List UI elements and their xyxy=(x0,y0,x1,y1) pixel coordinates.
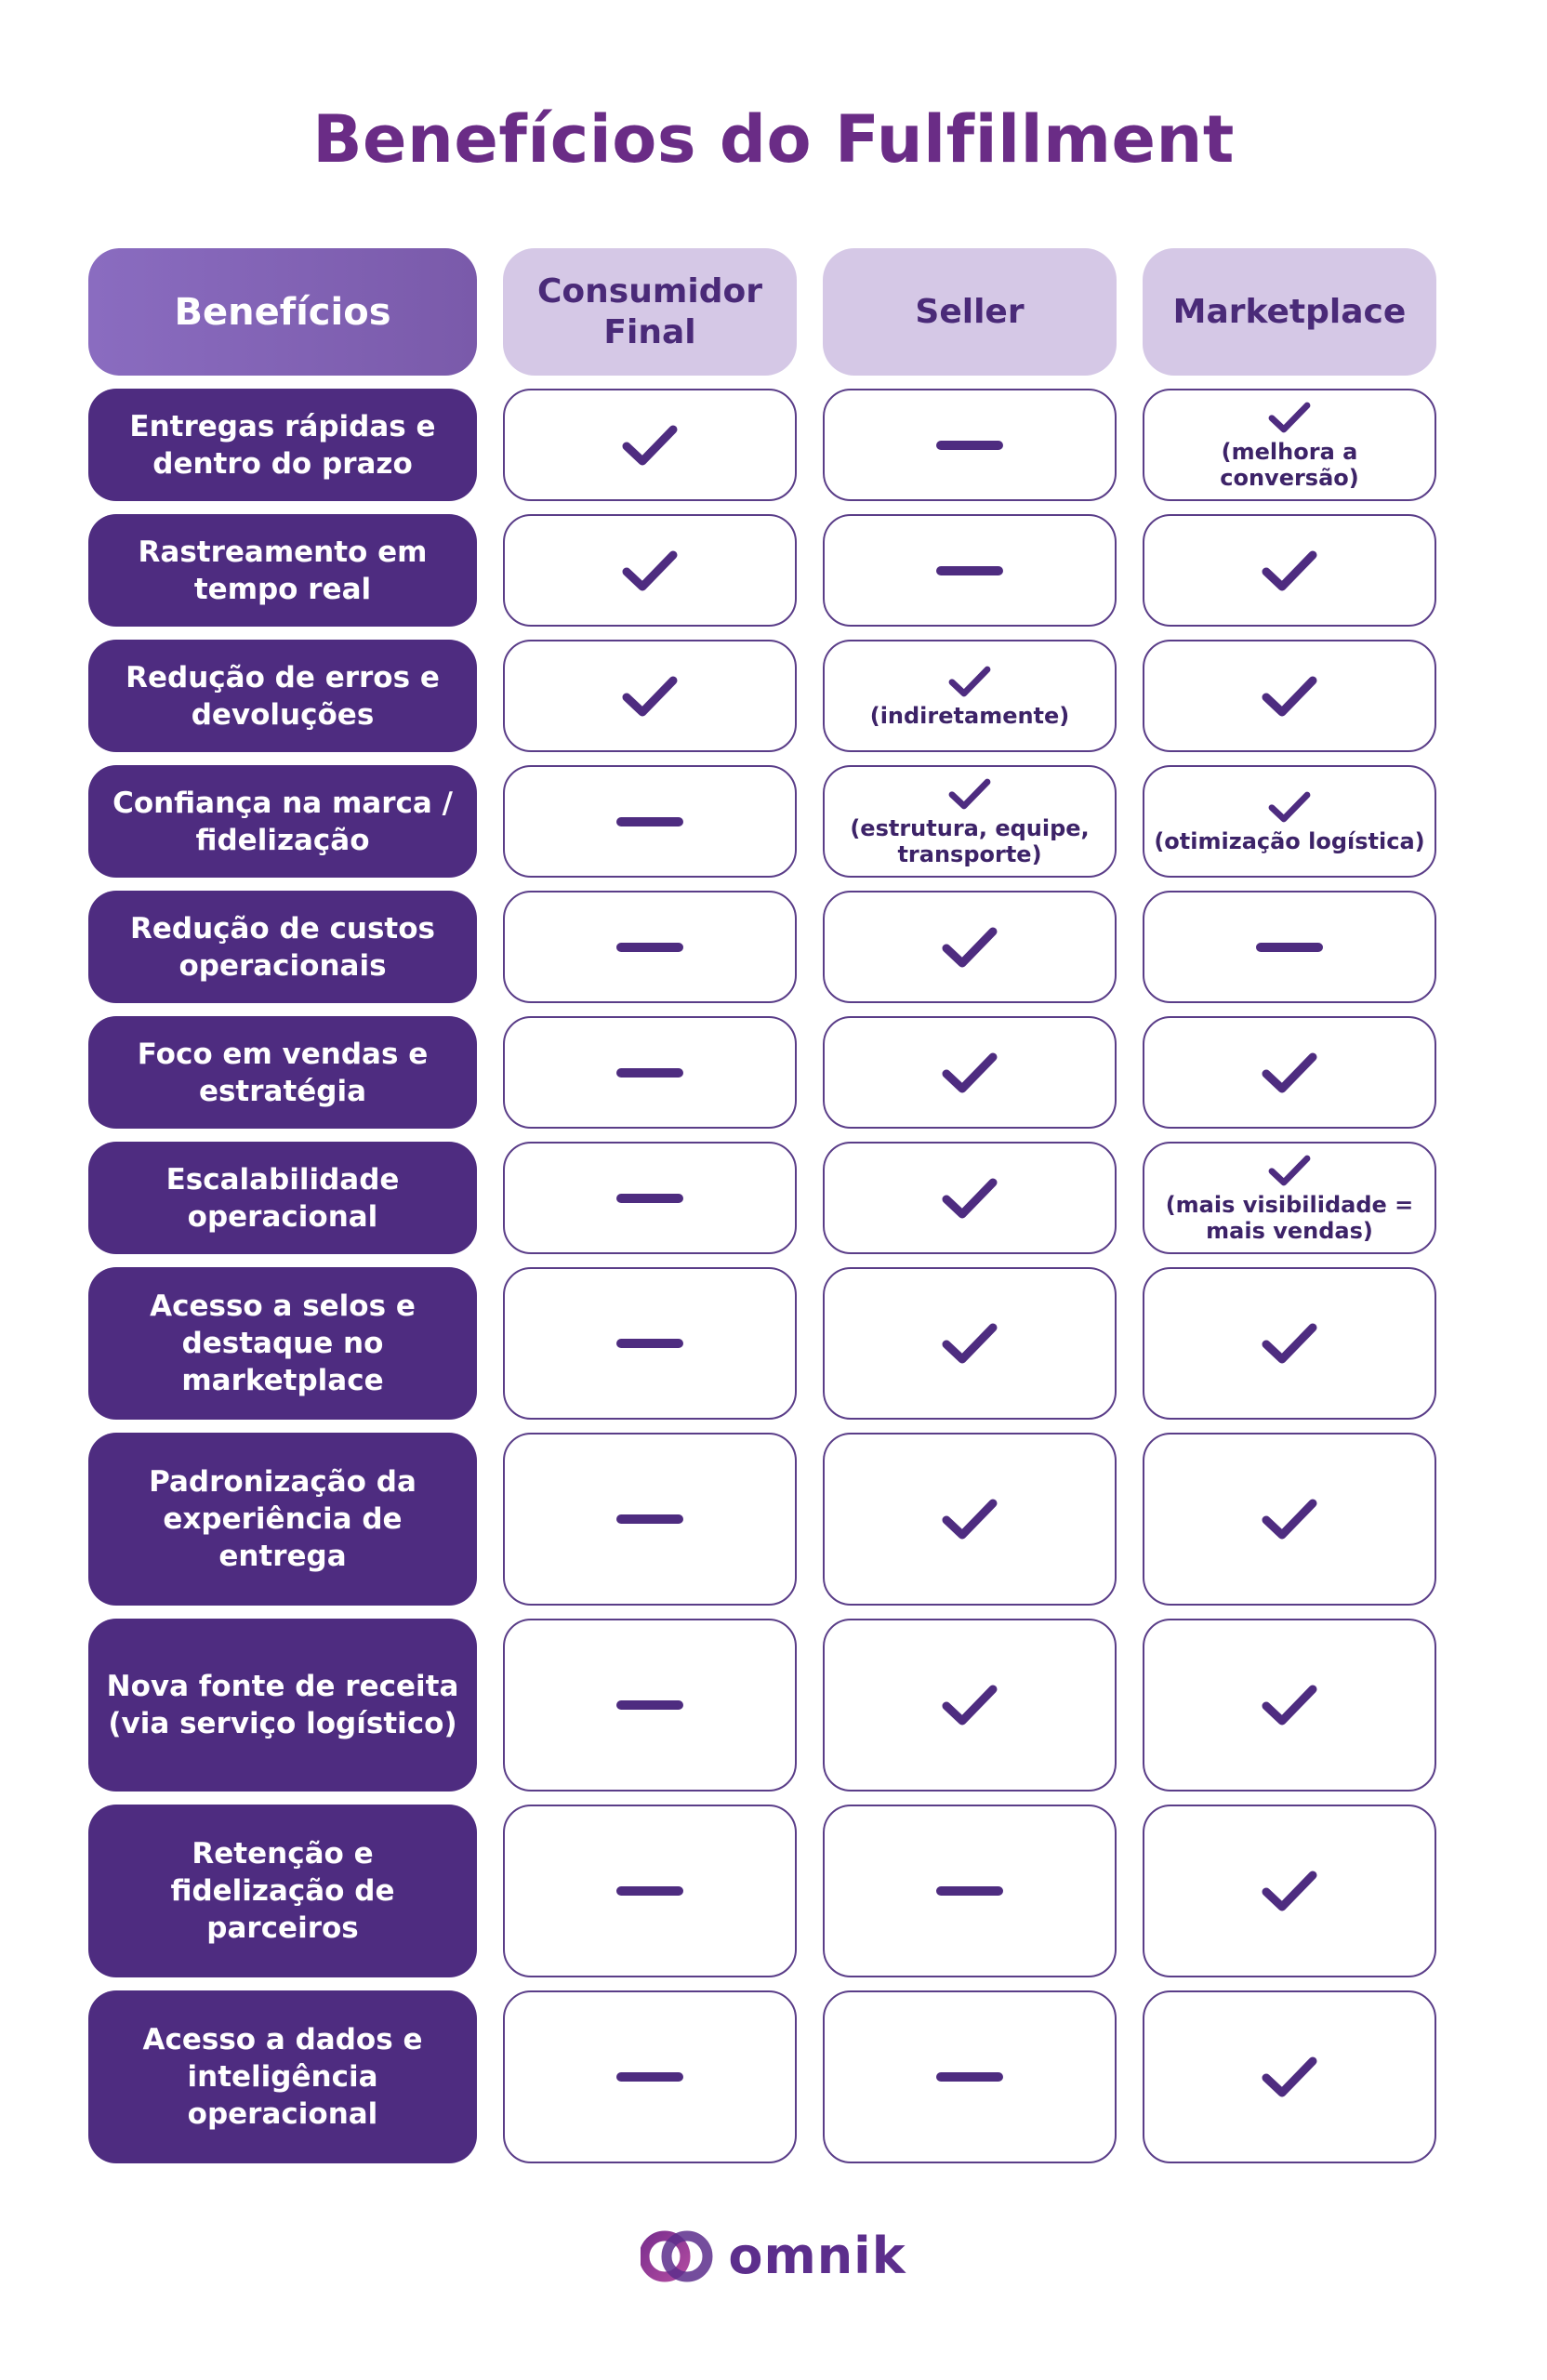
cell-consumidor-final xyxy=(503,1990,797,2163)
dash-icon xyxy=(616,815,683,828)
check-icon xyxy=(1267,1153,1312,1188)
check-icon xyxy=(941,1050,998,1096)
check-icon xyxy=(941,1175,998,1222)
table-row xyxy=(88,1990,1432,2163)
benefit-label: Entregas rápidas e dentro do prazo xyxy=(88,389,477,501)
cell-consumidor-final xyxy=(503,1433,797,1606)
check-icon xyxy=(1261,1050,1318,1096)
table-row xyxy=(88,389,1432,501)
cell-consumidor-final xyxy=(503,1142,797,1254)
cell-note: (otimização logística) xyxy=(1154,827,1425,854)
cell-marketplace xyxy=(1143,1619,1436,1792)
dash-icon xyxy=(616,1337,683,1350)
check-icon xyxy=(1267,789,1312,825)
benefit-label: Redução de erros e devoluções xyxy=(88,640,477,752)
cell-seller xyxy=(823,640,1117,752)
cell-marketplace xyxy=(1143,1142,1436,1254)
cell-consumidor-final xyxy=(503,1805,797,1977)
header-marketplace: Marketplace xyxy=(1143,248,1436,376)
table-header-row xyxy=(88,248,1432,376)
cell-seller xyxy=(823,1805,1117,1977)
cell-marketplace xyxy=(1143,1990,1436,2163)
check-icon xyxy=(1261,673,1318,720)
cell-seller xyxy=(823,1267,1117,1420)
cell-marketplace xyxy=(1143,1433,1436,1606)
benefit-label: Foco em vendas e estratégia xyxy=(88,1016,477,1129)
check-icon xyxy=(1261,1682,1318,1728)
cell-consumidor-final xyxy=(503,640,797,752)
benefit-label: Padronização da experiência de entrega xyxy=(88,1433,477,1606)
benefit-label: Nova fonte de receita (via serviço logístico) xyxy=(88,1619,477,1792)
cell-marketplace xyxy=(1143,1805,1436,1977)
check-icon xyxy=(1261,548,1318,594)
cell-marketplace xyxy=(1143,389,1436,501)
cell-seller xyxy=(823,1619,1117,1792)
dash-icon xyxy=(936,564,1003,577)
benefit-label: Acesso a selos e destaque no marketplace xyxy=(88,1267,477,1420)
cell-consumidor-final xyxy=(503,1267,797,1420)
check-icon xyxy=(1261,1496,1318,1542)
omnik-logo-text xyxy=(728,2227,906,2285)
check-icon xyxy=(621,548,679,594)
benefit-label: Escalabilidade operacional xyxy=(88,1142,477,1254)
cell-seller xyxy=(823,1433,1117,1606)
cell-note: (indiretamente) xyxy=(869,702,1070,729)
check-icon xyxy=(941,1496,998,1542)
cell-seller xyxy=(823,1990,1117,2163)
cell-marketplace xyxy=(1143,765,1436,878)
dash-icon xyxy=(616,1513,683,1526)
check-icon xyxy=(941,924,998,971)
table-row xyxy=(88,514,1432,627)
table-row xyxy=(88,1267,1432,1420)
dash-icon xyxy=(616,941,683,954)
cell-seller xyxy=(823,891,1117,1003)
omnik-logo-icon xyxy=(641,2228,715,2284)
check-icon xyxy=(621,422,679,469)
dash-icon xyxy=(1256,941,1323,954)
benefit-label: Retenção e fidelização de parceiros xyxy=(88,1805,477,1977)
benefit-label: Confiança na marca / fidelização xyxy=(88,765,477,878)
cell-consumidor-final xyxy=(503,1016,797,1129)
cell-note: (estrutura, equipe, transporte) xyxy=(850,814,1090,867)
cell-seller xyxy=(823,514,1117,627)
dash-icon xyxy=(936,439,1003,452)
dash-icon xyxy=(616,1192,683,1205)
cell-consumidor-final xyxy=(503,765,797,878)
table-body xyxy=(88,389,1432,2163)
page-title: Benefícios do Fulfillment xyxy=(312,101,1235,178)
cell-consumidor-final xyxy=(503,514,797,627)
dash-icon xyxy=(616,1699,683,1712)
cell-seller xyxy=(823,1016,1117,1129)
dash-icon xyxy=(616,1884,683,1897)
dash-icon xyxy=(936,1884,1003,1897)
check-icon xyxy=(1267,400,1312,435)
header-beneficios: Benefícios xyxy=(88,248,477,376)
table-row xyxy=(88,640,1432,752)
benefit-label: Rastreamento em tempo real xyxy=(88,514,477,627)
check-icon xyxy=(621,673,679,720)
dash-icon xyxy=(616,2070,683,2083)
benefit-label: Redução de custos operacionais xyxy=(88,891,477,1003)
cell-marketplace xyxy=(1143,1016,1436,1129)
cell-seller xyxy=(823,389,1117,501)
table-row xyxy=(88,1016,1432,1129)
cell-seller xyxy=(823,765,1117,878)
cell-note: (melhora a conversão) xyxy=(1220,438,1359,491)
check-icon xyxy=(1261,2054,1318,2100)
omnik-logo-wordmark: omnik xyxy=(728,2227,906,2285)
cell-consumidor-final xyxy=(503,891,797,1003)
cell-seller xyxy=(823,1142,1117,1254)
cell-consumidor-final xyxy=(503,1619,797,1792)
check-icon xyxy=(1261,1868,1318,1914)
cell-marketplace xyxy=(1143,514,1436,627)
table-row xyxy=(88,1805,1432,1977)
table-row xyxy=(88,765,1432,878)
benefit-label: Acesso a dados e inteligência operacional xyxy=(88,1990,477,2163)
cell-marketplace xyxy=(1143,891,1436,1003)
cell-marketplace xyxy=(1143,640,1436,752)
dash-icon xyxy=(616,1066,683,1079)
comparison-table xyxy=(88,248,1432,2176)
cell-consumidor-final xyxy=(503,389,797,501)
dash-icon xyxy=(936,2070,1003,2083)
omnik-logo xyxy=(0,2227,1547,2285)
check-icon xyxy=(1261,1320,1318,1367)
cell-marketplace xyxy=(1143,1267,1436,1420)
table-row xyxy=(88,1619,1432,1792)
header-consumidor-final: Consumidor Final xyxy=(503,248,797,376)
header-seller: Seller xyxy=(823,248,1117,376)
table-row xyxy=(88,1142,1432,1254)
table-row xyxy=(88,1433,1432,1606)
table-row xyxy=(88,891,1432,1003)
cell-note: (mais visibilidade = mais vendas) xyxy=(1165,1191,1414,1244)
check-icon xyxy=(941,1320,998,1367)
check-icon xyxy=(947,664,992,699)
check-icon xyxy=(941,1682,998,1728)
check-icon xyxy=(947,776,992,812)
